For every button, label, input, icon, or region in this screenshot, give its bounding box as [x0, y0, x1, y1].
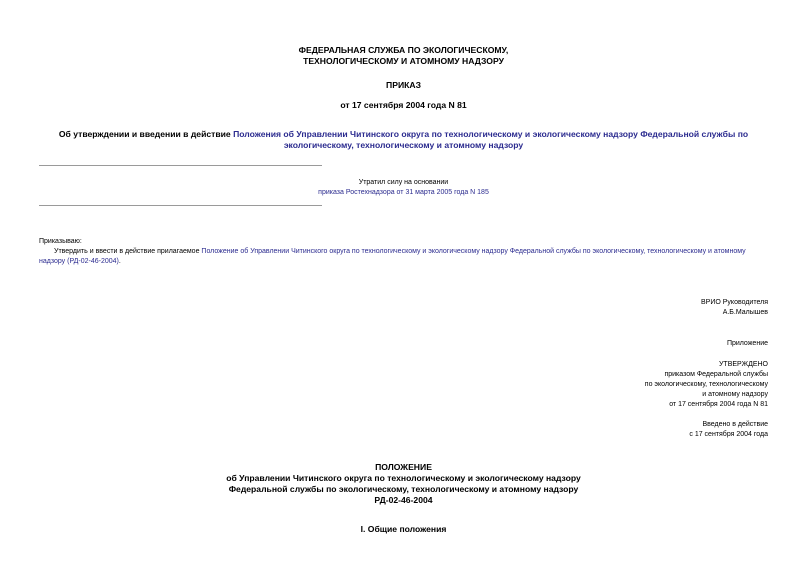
approve-link-line-2[interactable]: надзору (РД-02-46-2004) [39, 258, 119, 265]
approve-suffix: . [118, 258, 121, 265]
status-link-row [0, 187, 807, 198]
effective-line-2: с 17 сентября 2004 года [689, 431, 768, 438]
doc-title [0, 129, 807, 140]
approve-link-line-1[interactable]: Положение об Управлении Читинского округа по технологическому и экологическому надзору Федеральной службы по экологическому, технологическому и атомному [201, 248, 746, 255]
agency-line-2: ТЕХНОЛОГИЧЕСКОМУ И АТОМНОМУ НАДЗОРУ [303, 56, 504, 66]
approved-line-2: по экологическому, технологическому [644, 381, 768, 388]
effective-line-1: Введено в действие [702, 421, 768, 428]
approved-line-1: приказом Федеральной службы [664, 371, 768, 378]
signature-position: ВРИО Руководителя [701, 299, 768, 306]
section-heading: I. Общие положения [360, 524, 447, 534]
doc-title-line-2 [0, 140, 807, 151]
regulation-line-2: Федеральной службы по экологическому, технологическому и атомному надзору [228, 484, 579, 494]
approve-line-2 [39, 257, 769, 267]
divider-bottom [39, 205, 322, 206]
appendix-label: Приложение [726, 340, 768, 347]
approve-line-1 [39, 247, 769, 257]
agency-line-1: ФЕДЕРАЛЬНАЯ СЛУЖБА ПО ЭКОЛОГИЧЕСКОМУ, [298, 45, 509, 55]
doc-date: от 17 сентября 2004 года N 81 [340, 100, 467, 110]
approve-prefix: Утвердить и ввести в действие прилагаемое [54, 248, 202, 255]
doc-type: ПРИКАЗ [386, 80, 421, 90]
regulation-heading: ПОЛОЖЕНИЕ [375, 462, 432, 472]
approved-label: УТВЕРЖДЕНО [718, 361, 768, 368]
regulation-code: РД-02-46-2004 [374, 495, 433, 505]
title-link-line-1[interactable]: Положения об Управлении Читинского округа по технологическому и экологическому надзору Федеральной службы по [233, 129, 749, 139]
signature-name: А.Б.Малышев [722, 309, 768, 316]
regulation-line-1: об Управлении Читинского округа по технологическому и экологическому надзору [226, 473, 581, 483]
status-link[interactable]: приказа Ростехнадзора от 31 марта 2005 года N 185 [318, 189, 489, 196]
title-prefix: Об утверждении и введении в действие [58, 129, 234, 139]
title-link-line-2[interactable]: экологическому, технологическому и атомному надзору [283, 140, 524, 150]
order-word: Приказываю: [39, 238, 82, 245]
approved-line-3: и атомному надзору [702, 391, 768, 398]
status-label: Утратил силу на основании [358, 179, 449, 186]
divider-top [39, 165, 322, 166]
approved-line-4: от 17 сентября 2004 года N 81 [669, 401, 768, 408]
